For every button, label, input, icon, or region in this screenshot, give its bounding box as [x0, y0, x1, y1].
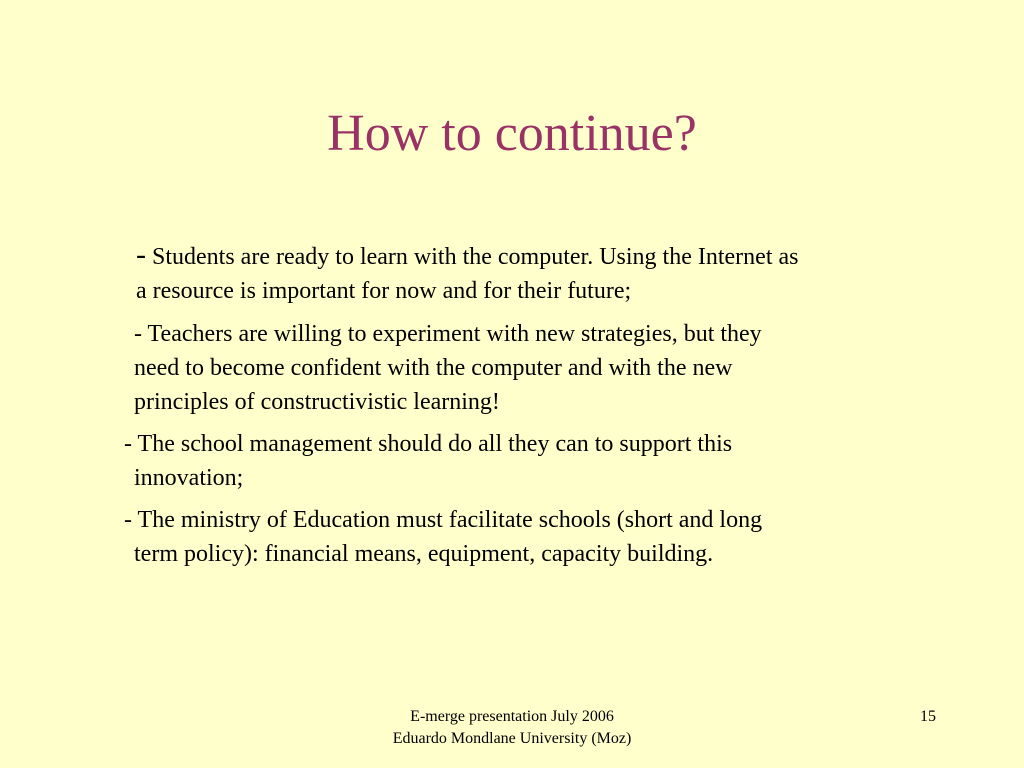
page-number: 15 — [920, 708, 936, 725]
bullet-line: - The ministry of Education must facilitate schools (short and long — [124, 507, 763, 533]
bullet-line: innovation; — [134, 465, 244, 491]
bullet-school-management — [124, 427, 732, 495]
bullet-teachers — [134, 317, 762, 419]
bullet-line: - Students are ready to learn with the computer. Using the Internet as — [136, 238, 799, 271]
bullet-dash: - — [136, 238, 146, 271]
footer-text — [312, 706, 712, 750]
bullet-line: principles of constructivistic learning! — [134, 389, 500, 415]
footer-line-2: Eduardo Mondlane University (Moz) — [392, 730, 632, 747]
bullet-students — [136, 238, 798, 308]
bullet-line: term policy): financial means, equipment, capacity building. — [134, 541, 714, 567]
slide-title: How to continue? — [327, 105, 697, 162]
bullet-line: a resource is important for now and for their future; — [136, 278, 632, 304]
bullet-ministry — [124, 503, 762, 571]
bullet-line: - The school management should do all they can to support this — [124, 431, 733, 457]
bullet-line: - Teachers are willing to experiment with new strategies, but they — [134, 321, 762, 347]
footer-line-1: E-merge presentation July 2006 — [410, 708, 614, 725]
bullet-line: need to become confident with the computer and with the new — [134, 355, 733, 381]
